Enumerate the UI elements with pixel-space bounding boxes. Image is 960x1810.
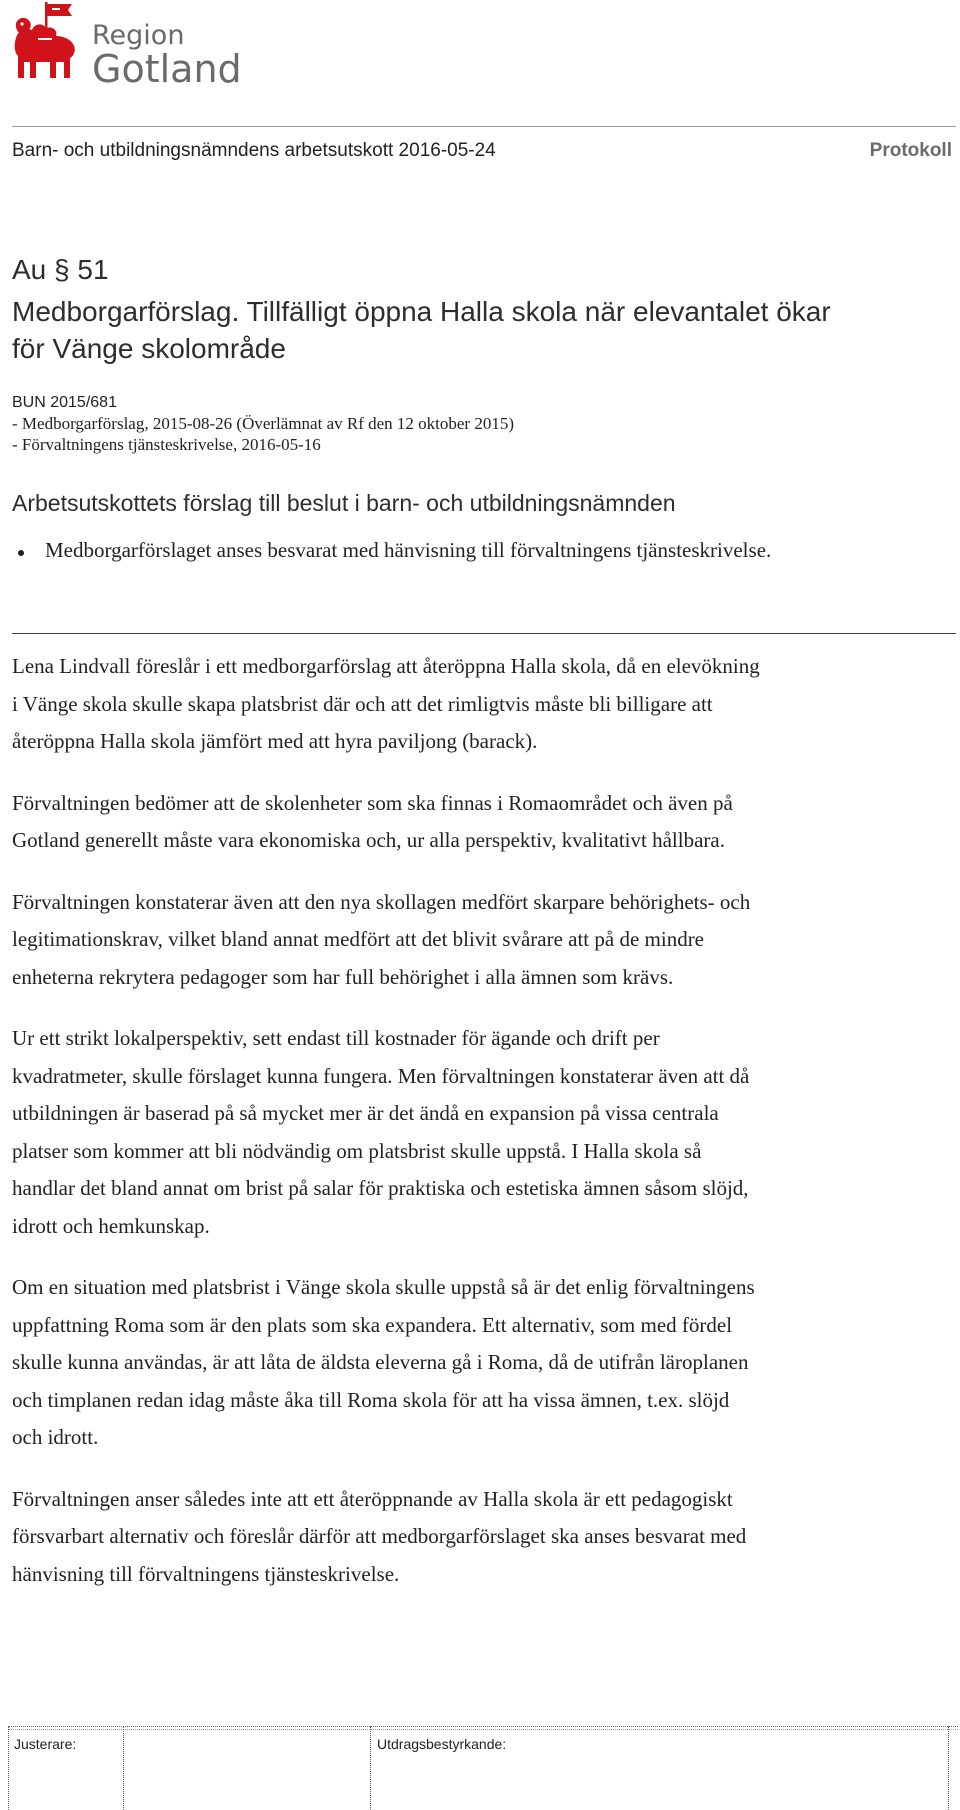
text-line: platser som kommer att bli nödvändig om platsbrist skulle uppstå. I Halla skola så	[12, 1138, 702, 1163]
text-line: försvarbart alternativ och föreslår därför att medborgarförslaget ska anses besvarat med	[12, 1524, 747, 1548]
text-line: enheterna rekrytera pedagoger som har full behörighet i alla ämnen som krävs.	[12, 964, 674, 989]
case-references	[12, 392, 514, 455]
text-line: hänvisning till förvaltningens tjänsteskrivelse.	[12, 1561, 400, 1586]
text-line: Lena Lindvall föreslår i ett medborgarförslag att återöppna Halla skola, då en elevökning	[12, 654, 760, 678]
reference-item: - Medborgarförslag, 2015-08-26 (Överlämnat av Rf den 12 oktober 2015)	[12, 414, 514, 433]
section-title-line: för Vänge skolområde	[12, 333, 286, 364]
section-title-line: Medborgarförslag. Tillfälligt öppna Halla skola när elevantalet ökar	[12, 296, 831, 327]
gotland-ram-emblem-icon	[12, 0, 84, 90]
text-line: legitimationskrav, vilket bland annat medfört att det blivit svårare att på de mindre	[12, 927, 705, 951]
text-line: i Vänge skola skulle skapa platsbrist där och att det rimligtvis måste bli billigare att	[12, 691, 713, 716]
paragraph	[12, 884, 956, 997]
text-line: kvadratmeter, skulle förslaget kunna fungera. Men förvaltningen konstaterar även att då	[12, 1063, 750, 1088]
text-line: Förvaltningen konstaterar även att den nya skollagen medfört skarpare behörighets- och	[12, 889, 751, 914]
region-gotland-logo	[12, 0, 252, 92]
footer-divider	[370, 1726, 371, 1810]
proposal-bullets	[12, 538, 771, 563]
text-line: utbildningen är baserad på så mycket mer är det ändå en expansion på vissa centrala	[12, 1101, 719, 1125]
text-line: och idrott.	[12, 1425, 99, 1449]
paragraph	[12, 1269, 956, 1457]
reference-item: - Förvaltningens tjänsteskrivelse, 2016-05-16	[12, 435, 321, 454]
text-line: och timplanen redan idag måste åka till Roma skola för att ha vissa ämnen, t.ex. slöjd	[12, 1387, 730, 1412]
body-text	[12, 648, 956, 1617]
header-divider	[12, 126, 956, 127]
paragraph	[12, 785, 956, 860]
text-line: Förvaltningen bedömer att de skolenheter som ska finnas i Romaområdet och även på	[12, 790, 733, 815]
logo-line-gotland: Gotland	[92, 47, 242, 91]
footer-divider	[8, 1726, 9, 1810]
proposal-bullet-text: Medborgarförslaget anses besvarat med hänvisning till förvaltningens tjänsteskrivelse.	[45, 538, 772, 562]
footer-divider	[948, 1726, 949, 1810]
text-line: återöppna Halla skola jämfört med att hyra paviljong (barack).	[12, 729, 538, 753]
text-line: Ur ett strikt lokalperspektiv, sett endast till kostnader för ägande och drift per	[12, 1026, 660, 1050]
footer-border	[8, 1726, 958, 1727]
paragraph	[12, 648, 956, 761]
document-type: Protokoll	[869, 140, 952, 161]
section-divider	[12, 633, 956, 634]
text-line: Förvaltningen anser således inte att ett återöppnande av Halla skola är ett pedagogiskt	[12, 1486, 733, 1511]
text-line: Gotland generellt måste vara ekonomiska och, ur alla perspektiv, kvalitativt hållbara.	[12, 828, 725, 852]
case-number: BUN 2015/681	[12, 394, 117, 411]
footer-border	[8, 1729, 958, 1730]
text-line: handlar det bland annat om brist på salar för praktiska och estetiska ämnen såsom slöjd,	[12, 1176, 749, 1200]
committee-and-date: Barn- och utbildningsnämndens arbetsutskott 2016-05-24	[12, 140, 496, 161]
utdragsbestyrkande-label: Utdragsbestyrkande:	[377, 1736, 507, 1752]
proposal-heading: Arbetsutskottets förslag till beslut i barn- och utbildningsnämnden	[12, 490, 676, 516]
bullet-icon	[18, 550, 24, 556]
footer-divider	[123, 1726, 124, 1810]
paragraph	[12, 1481, 956, 1594]
justerare-label: Justerare:	[14, 1736, 77, 1752]
signature-footer	[8, 1726, 958, 1810]
logo-wordmark	[92, 20, 242, 91]
section-number: Au § 51	[12, 254, 109, 285]
text-line: Om en situation med platsbrist i Vänge skola skulle uppstå så är det enlig förvaltningens	[12, 1275, 755, 1299]
text-line: idrott och hemkunskap.	[12, 1213, 210, 1238]
section-title	[12, 293, 952, 367]
list-item	[12, 538, 771, 563]
text-line: uppfattning Roma som är den plats som ska expandera. Ett alternativ, som med fördel	[12, 1312, 733, 1337]
paragraph	[12, 1020, 956, 1245]
text-line: skulle kunna användas, är att låta de äldsta eleverna gå i Roma, då de utifrån läroplanen	[12, 1350, 749, 1374]
logo-line-region: Region	[92, 20, 185, 51]
